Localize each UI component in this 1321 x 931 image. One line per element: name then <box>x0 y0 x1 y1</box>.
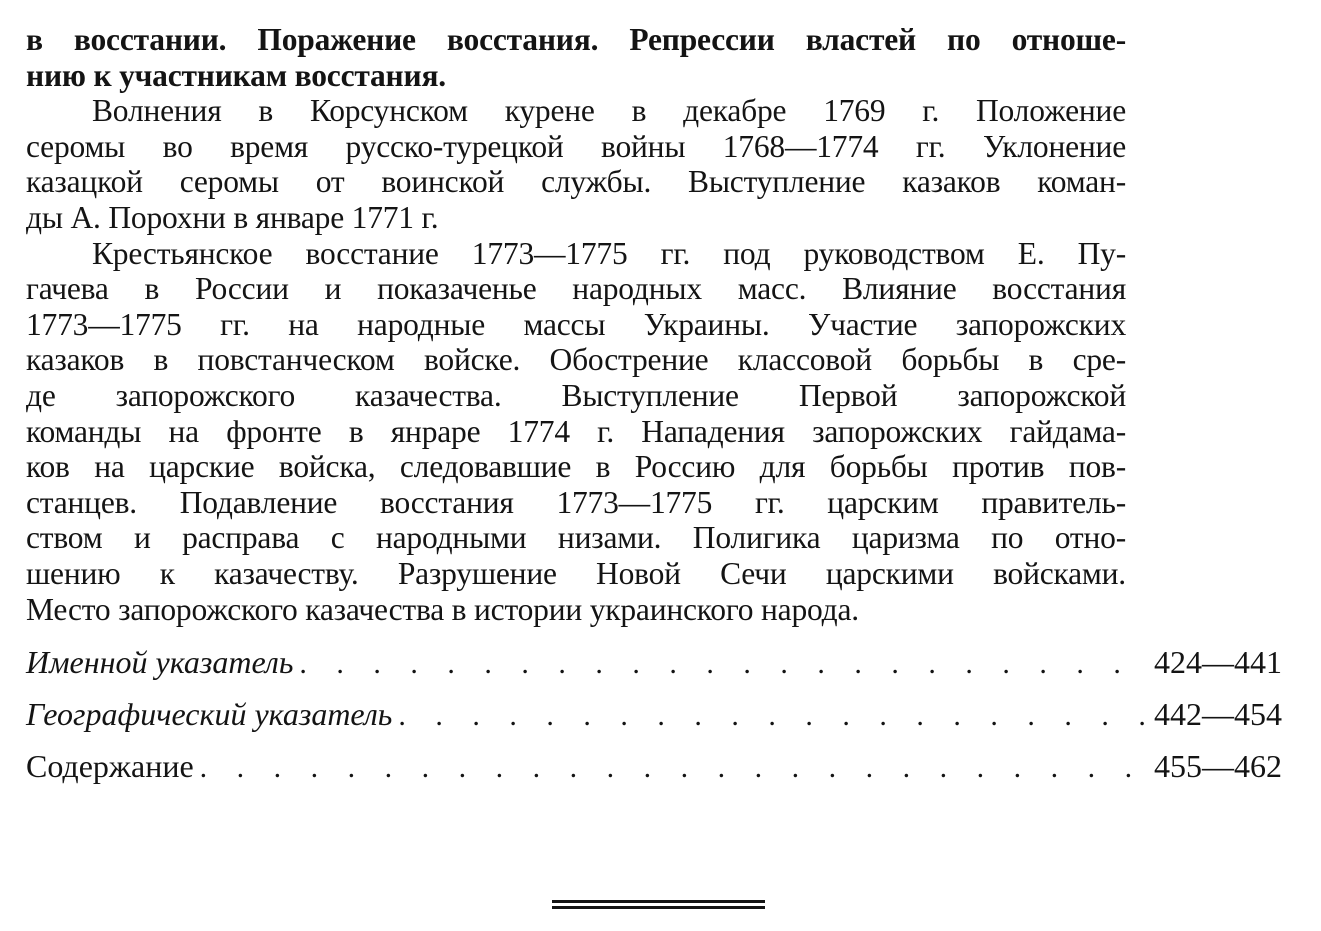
text-line: Крестьянское восстание 1773—1775 гг. под руководством Е. Пу- <box>92 235 1126 271</box>
text-line: ством и расправа с народными низами. Полигика царизма по отно- <box>26 520 1126 556</box>
text-line: команды на фронте в янраре 1774 г. Нападения запорожских гайдама- <box>26 413 1126 449</box>
text-line: де запорожского казачества. Выступление Первой запорожской <box>26 377 1126 413</box>
toc-title: Географический указатель <box>26 696 393 732</box>
text-line: шению к казачеству. Разрушение Новой Сечи царскими войсками. <box>26 555 1126 591</box>
dot-leader <box>299 647 1144 681</box>
page <box>26 22 1282 784</box>
text-line: станцев. Подавление восстания 1773—1775 гг. царским правитель- <box>26 484 1126 520</box>
toc-title: Содержание <box>26 748 194 784</box>
end-rule <box>552 900 765 903</box>
toc-pages: 442—454 <box>1154 696 1282 732</box>
body-text <box>26 22 1126 627</box>
text-line: Волнения в Корсунском курене в декабре 1769 г. Положение <box>92 93 1126 129</box>
text-line: Место запорожского казачества в истории украинского народа. <box>26 591 859 627</box>
text-line: ды А. Порохни в январе 1771 г. <box>26 199 439 235</box>
toc-pages: 424—441 <box>1154 644 1282 680</box>
toc-title: Именной указатель <box>26 644 294 680</box>
end-rule <box>552 906 765 909</box>
text-line: серомы во время русско-турецкой войны 1768—1774 гг. Уклонение <box>26 128 1126 164</box>
text-line: гачева в России и показаченье народных масс. Влияние восстания <box>26 271 1126 307</box>
text-line: казацкой серомы от воинской службы. Выступление казаков коман- <box>26 164 1126 200</box>
toc-entry <box>26 748 1282 800</box>
toc-entry <box>26 696 1282 748</box>
text-line: казаков в повстанческом войске. Обострение классовой борьбы в сре- <box>26 342 1126 378</box>
dot-leader <box>200 751 1144 785</box>
toc-entry <box>26 644 1282 696</box>
text-line: в восстании. Поражение восстания. Репрессии властей по отноше- <box>26 22 1126 57</box>
text-line: 1773—1775 гг. на народные массы Украины. Участие запорожских <box>26 306 1126 342</box>
text-line: ков на царские войска, следовавшие в Россию для борьбы против пов- <box>26 449 1126 485</box>
dot-leader <box>398 699 1144 733</box>
index-list <box>26 644 1282 800</box>
text-line: нию к участникам восстания. <box>26 57 446 93</box>
toc-pages: 455—462 <box>1154 748 1282 784</box>
